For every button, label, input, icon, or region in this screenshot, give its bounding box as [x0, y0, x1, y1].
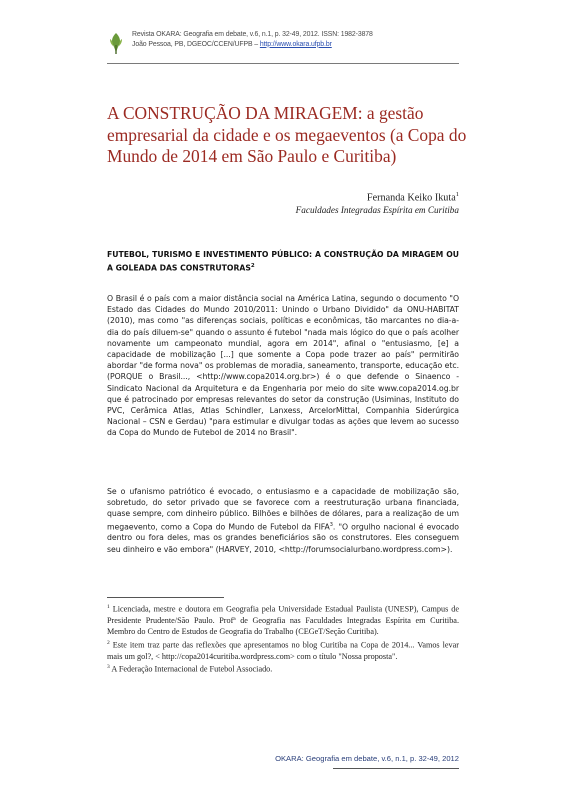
footnote-rule — [107, 597, 224, 598]
footnote-3: $^3$ A Federação Internacional de Futebol Associado. — [107, 663, 273, 674]
journal-link[interactable]: http://www.okara.ufpb.br — [259, 40, 332, 48]
footnotes — [107, 602, 459, 675]
footnote-2: $^2$ Este item traz parte das reflexões que apresentamos no blog Curitiba na Copa de 2014... Vamos levar mais um gol?, < http://copa2014curitiba.wordpress.com> com o título "Nossa proposta". — [107, 639, 459, 661]
footer-rule — [333, 768, 459, 769]
body-paragraph-1: O Brasil é o país com a maior distância social na América Latina, segundo o documento "O Estado das Cidades do Mundo 2010/2011: Unindo o Urbano Dividido" da ONU-HABITAT (2010), mas como "as diferenças sociais, políticas e econômicas, tão marcantes no dia-a-dia do país diluem-se" quando o assunto é futebol "nada mais lógico do que o país acolher novamente um campeonato mundial, agora em 2014", afinal o "entusiasmo, [e] a capacidade de mobilização [...] que somente a Copa pode trazer ao país" permitirão abordar "de forma nova" os problemas de moradia, saneamento, transporte, educação etc. (PORQUE o Brasil..., <http://www.copa2014.org.br>) é o que defende o Sinaenco - Sindicato Nacional da Arquitetura e da Engenharia por meio do site www.copa2014.og.br que é patrocinado por empresas relevantes do setor da construção (Usiminas, Instituto do PVC, Cerâmica Atlas, Atlas Schindler, Lanxess, ArcelorMittal, Companhia Siderúrgica Nacional – CSN e Gerdau) "para estimular e divulgar todas as ações que levem ao sucesso da Copa do Mundo de Futebol de 2014 no Brasil". — [107, 294, 459, 438]
author-block — [296, 191, 459, 215]
header-rule — [107, 63, 459, 64]
author-affiliation: Faculdades Integradas Espírita em Curitiba — [295, 205, 459, 216]
author-name: Fernanda Keiko Ikuta$^1$ — [366, 191, 459, 204]
body-paragraph-2: Se o ufanismo patriótico é evocado, o entusiasmo e a capacidade de mobilização são, sobretudo, do setor privado que se favorece com a reestruturação urbana financiada, quase sempre, com dinheiro público. Bilhões e bilhões de dólares, para a realização de um megaevento, como a Copa do Mundo de Futebol da FIFA$^3$. "O orgulho nacional é evocado dentro ou fora deles, mas os grandes beneficiários são os construtores. Eles conseguem seu dinheiro e vão embora" (HARVEY, 2010, <http://forumsocialurbano.wordpress.com>). — [107, 487, 459, 554]
journal-location: João Pessoa, PB, DGEOC/CCEN/UFPB – http://www.okara.ufpb.br — [132, 40, 332, 48]
journal-header — [107, 30, 373, 55]
journal-citation: Revista OKARA: Geografia em debate, v.6, n.1, p. 32-49, 2012. ISSN: 1982-3878 — [132, 31, 373, 38]
journal-logo-icon — [107, 31, 125, 55]
article-title: A CONSTRUÇÃO DA MIRAGEM: a gestão empresarial da cidade e os megaeventos (a Copa do Mundo de 2014 em São Paulo e Curitiba) — [107, 103, 467, 166]
section-heading: FUTEBOL, TURISMO E INVESTIMENTO PÚBLICO: A CONSTRUÇÃO DA MIRAGEM OU A GOLEADA DAS CONSTRUTORAS$^2$ — [107, 250, 459, 273]
footnote-1: $^1$ Licenciada, mestre e doutora em Geografia pela Universidade Estadual Paulista (UNESP), Campus de Presidente Prudente/São Paulo. Profª de Geografia nas Faculdades Integradas Espírita em Curitiba. Membro do Centro de Estudos de Geografia do Trabalho (CEGeT/Seção Curitiba). — [107, 604, 459, 637]
footnote-ref-1[interactable]: 1 — [455, 191, 459, 198]
page-footer: OKARA: Geografia em debate, v.6, n.1, p. 32-49, 2012 — [275, 754, 459, 763]
footnote-ref-3[interactable]: 3 — [329, 521, 333, 528]
footnote-ref-2[interactable]: 2 — [250, 262, 255, 269]
